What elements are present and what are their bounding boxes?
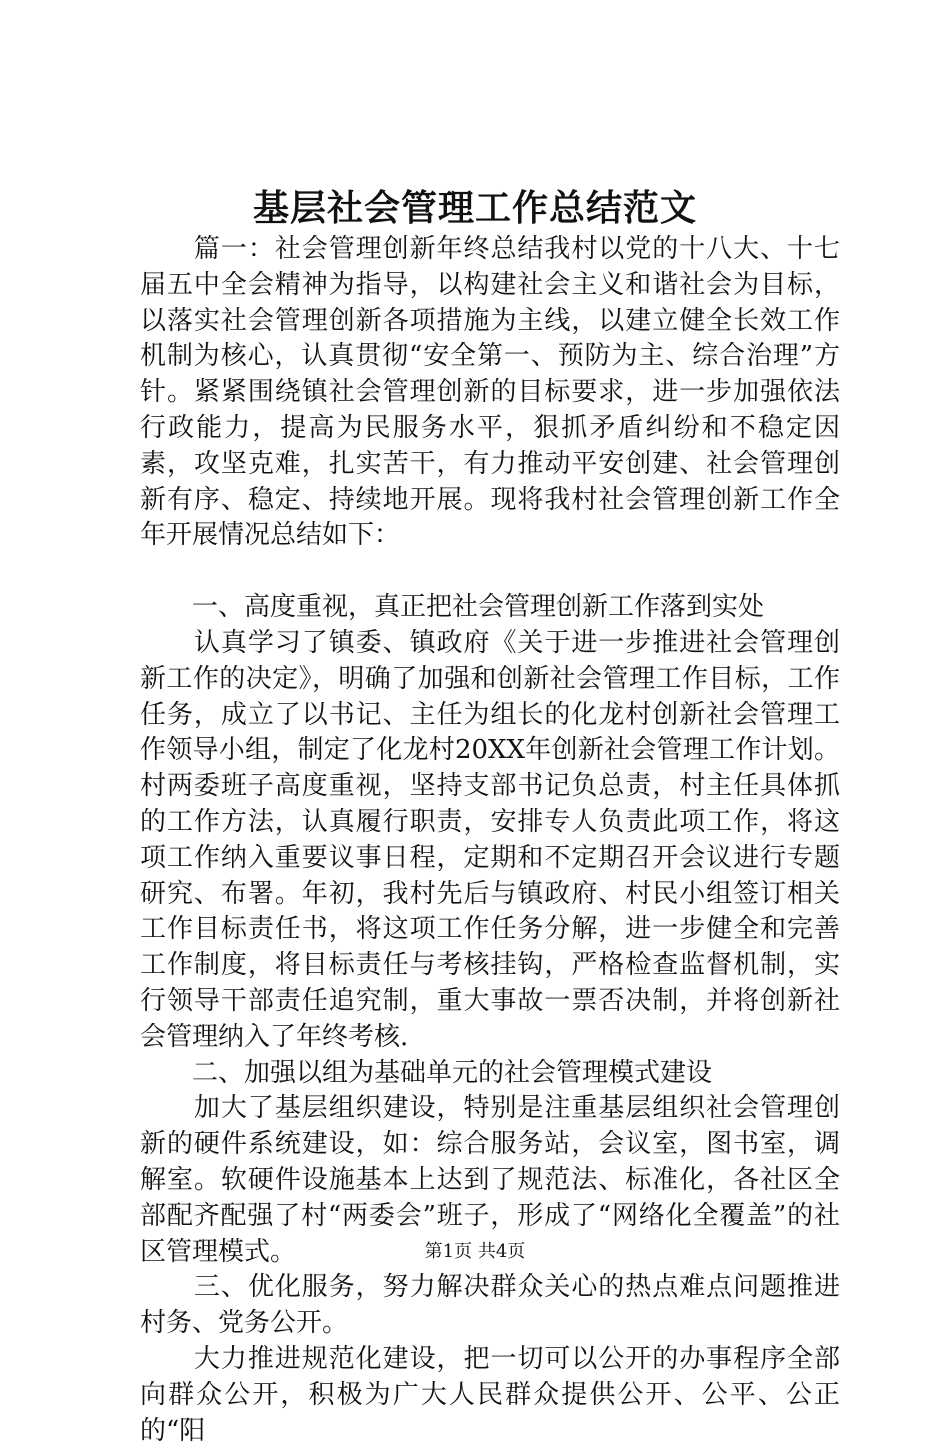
section-heading-1: 一、高度重视，真正把社会管理创新工作落到实处 bbox=[140, 592, 765, 623]
paragraph-section-3: 大力推进规范化建设，把一切可以公开的办事程序全部向群众公开，积极为广大人民群众提供公开、公平、公正的“阳 bbox=[140, 1343, 840, 1446]
page-footer: 第1页 共4页 bbox=[424, 1241, 526, 1262]
document-title: 基层社会管理工作总结范文 bbox=[252, 187, 697, 229]
section-heading-3: 三、优化服务，努力解决群众关心的热点难点问题推进村务、党务公开。 bbox=[140, 1272, 840, 1339]
paragraph-section-2: 加大了基层组织建设，特别是注重基层组织社会管理创新的硬件系统建设，如：综合服务站，会议室，图书室，调解室。软硬件设施基本上达到了规范法、标准化，各社区全部配齐配强了村“两委会”班子，形成了“网络化全覆盖”的社区管理模式。 bbox=[140, 1093, 840, 1267]
paragraph-section-1: 认真学习了镇委、镇政府《关于进一步推进社会管理创新工作的决定》，明确了加强和创新社会管理工作目标，工作任务，成立了以书记、主任为组长的化龙村创新社会管理工作领导小组，制定了化龙村20XX年创新社会管理工作计划。村两委班子高度重视，坚持支部书记负总责，村主任具体抓的工作方法，认真履行职责，安排专人负责此项工作，将这项工作纳入重要议事日程，定期和不定期召开会议进行专题研究、布署。年初，我村先后与镇政府、村民小组签订相关工作目标责任书，将这项工作任务分解，进一步健全和完善工作制度，将目标责任与考核挂钩，严格检查监督机制，实行领导干部责任追究制，重大事故一票否决制，并将创新社会管理纳入了年终考核. bbox=[140, 627, 840, 1052]
section-heading-2: 二、加强以组为基础单元的社会管理模式建设 bbox=[140, 1057, 713, 1088]
paragraph-intro: 篇一：社会管理创新年终总结我村以党的十八大、十七届五中全会精神为指导，以构建社会主义和谐社会为目标，以落实社会管理创新各项措施为主线，以建立健全长效工作机制为核心，认真贯彻“安全第一、预防为主、综合治理”方针。紧紧围绕镇社会管理创新的目标要求，进一步加强依法行政能力，提高为民服务水平，狠抓矛盾纠纷和不稳定因素，攻坚克难，扎实苦干，有力推动平安创建、社会管理创新有序、稳定、持续地开展。现将我村社会管理创新工作全年开展情况总结如下： bbox=[140, 234, 840, 551]
document-body bbox=[140, 232, 840, 1449]
paragraph-gap bbox=[140, 554, 840, 590]
